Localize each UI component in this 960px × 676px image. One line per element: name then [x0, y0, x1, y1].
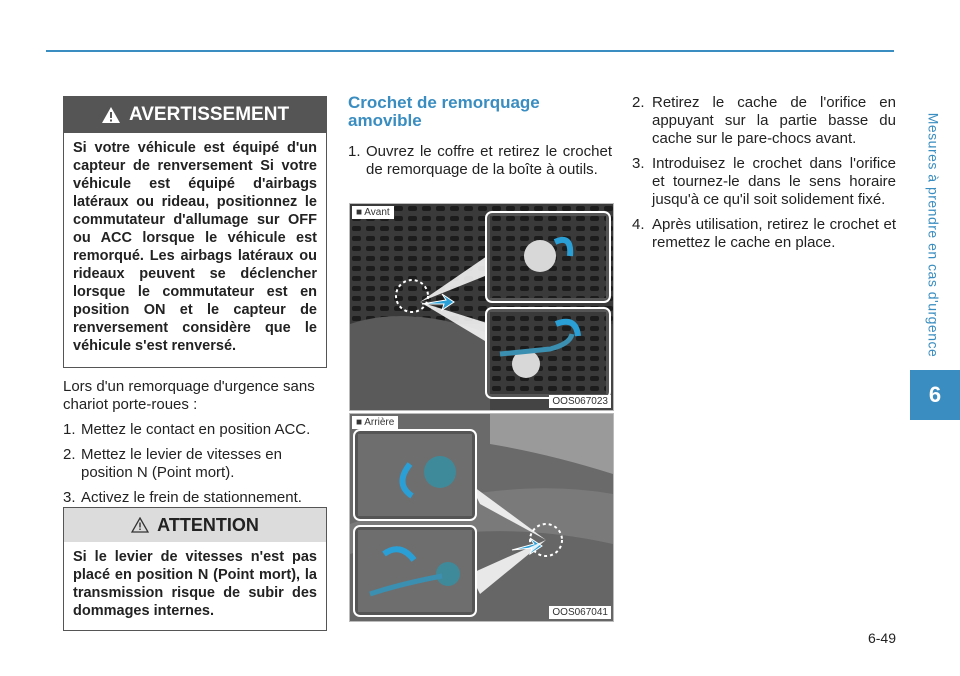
warning-box [63, 96, 327, 368]
list-item: 4. Après utilisation, retirez le crochet et remettez le cache en place. [632, 216, 896, 251]
side-chapter-title: Mesures à prendre en cas d'urgence [925, 112, 941, 358]
figure-label-front: ■ Avant [352, 206, 394, 219]
page-number: 6-49 [867, 630, 896, 646]
intro-text: Lors d'un remorquage d'urgence sans chariot porte-roues : [63, 378, 315, 413]
warning-text: Si votre véhicule est équipé d'un capteur de renversement Si votre véhicule est équipé d'airbags latéraux ou rideau, positionnez le commutateur d'allumage sur OFF ou ACC lorsque le véhicule est remorqué. Les airbags latéraux ou rideaux peuvent se déclencher lorsque le commutateur est en position ON et le capteur de renversement considère que le véhicule s'est renversé. [73, 140, 317, 354]
attention-text: Si le levier de vitesses n'est pas placé en position N (Point mort), la transmission risque de subir des dommages internes. [73, 549, 317, 619]
intro-steps [63, 421, 325, 507]
caution-triangle-icon [131, 517, 149, 533]
warning-header [64, 97, 326, 133]
attention-title: ATTENTION [157, 514, 259, 535]
front-tow-hook-figure [349, 203, 614, 411]
chapter-tab[interactable]: 6 [910, 370, 960, 420]
section-title: Crochet de remorquage amovible [348, 93, 540, 130]
list-item: 2. Retirez le cache de l'orifice en appuyant sur la partie basse du cache sur le pare-chocs avant. [632, 94, 896, 147]
front-illustration [350, 204, 613, 410]
step-1: 1. Ouvrez le coffre et retirez le crochet de remorquage de la boîte à outils. [348, 143, 612, 178]
rear-tow-hook-figure [349, 413, 614, 622]
hook-steps [632, 94, 896, 259]
figure-label-rear: ■ Arrière [352, 416, 398, 429]
figure-code-front: OOS067023 [549, 395, 611, 408]
warning-title: AVERTISSEMENT [128, 104, 290, 125]
rear-illustration [350, 414, 613, 621]
list-item: 1. Mettez le contact en position ACC. [63, 421, 311, 438]
figure-code-rear: OOS067041 [549, 606, 611, 619]
list-item: 2. Mettez le levier de vitesses en position N (Point mort). [63, 446, 282, 481]
list-item: 3. Introduisez le crochet dans l'orifice et tournez-le dans le sens horaire jusqu'à ce qu'il soit solidement fixé. [632, 155, 896, 208]
header-rule [46, 50, 894, 52]
attention-box [63, 507, 327, 631]
warning-triangle-icon [101, 106, 121, 124]
attention-header [64, 508, 326, 542]
towing-intro [63, 378, 325, 514]
list-item: 3. Activez le frein de stationnement. [63, 489, 302, 506]
